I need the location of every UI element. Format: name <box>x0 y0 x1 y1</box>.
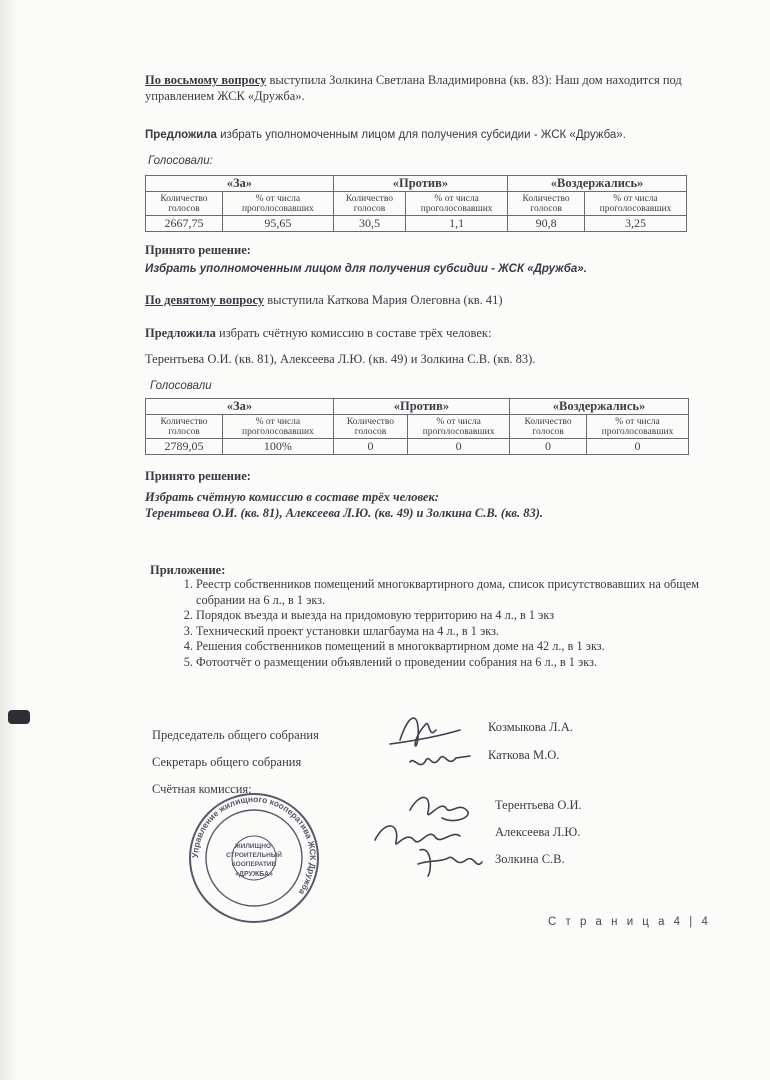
q9-col-percent: % от числа проголосовавших <box>587 415 689 439</box>
q9-speaker-paragraph <box>145 292 705 308</box>
q9-header-against: «Против» <box>333 399 509 415</box>
commission-name: Алексеева Л.Ю. <box>495 825 581 839</box>
q9-abstain-percent: 0 <box>587 439 689 455</box>
q8-col-count: Количество голосов <box>508 192 585 216</box>
q8-header-for: «За» <box>146 176 334 192</box>
q9-for-count: 2789,05 <box>146 439 223 455</box>
q8-abstain-percent: 3,25 <box>585 216 687 232</box>
binder-hole-mark <box>8 710 30 724</box>
q8-vote-table <box>145 175 687 232</box>
appendix-list <box>150 577 741 670</box>
page-footer: С т р а н и ц а 4 | 4 <box>548 916 711 928</box>
q9-header-abstain: «Воздержались» <box>510 399 689 415</box>
q9-voted-label: Голосовали <box>150 380 212 392</box>
q8-col-percent: % от числа проголосовавших <box>406 192 508 216</box>
q8-header-abstain: «Воздержались» <box>508 176 687 192</box>
svg-text:ЖИЛИЩНО-: ЖИЛИЩНО- <box>234 843 274 850</box>
q9-header-for: «За» <box>146 399 334 415</box>
secretary-label: Секретарь общего собрания <box>152 755 302 769</box>
q9-abstain-count: 0 <box>510 439 587 455</box>
q8-header-against: «Против» <box>333 176 507 192</box>
q8-speaker-paragraph <box>145 72 705 104</box>
q8-proposed-text: избрать уполномоченным лицом для получения субсидии - ЖСК «Дружба». <box>216 129 626 141</box>
q9-heading: По девятому вопросу <box>145 293 265 307</box>
commission-name: Терентьева О.И. <box>495 798 582 812</box>
q9-speaker-text: выступила Каткова Мария Олеговна (кв. 41) <box>264 293 503 307</box>
appendix-item: 5. Фотоотчёт о размещении объявлений о проведении собрания на 6 л., в 1 экз. <box>196 655 741 671</box>
secretary-signature <box>410 756 470 765</box>
svg-text:«ДРУЖБА»: «ДРУЖБА» <box>235 871 273 878</box>
appendix-title: Приложение: <box>150 563 226 577</box>
q8-col-count: Количество голосов <box>333 192 405 216</box>
q9-col-count: Количество голосов <box>146 415 223 439</box>
q8-for-percent: 95,65 <box>222 216 333 232</box>
q9-vote-table <box>145 398 689 455</box>
q8-against-count: 30,5 <box>333 216 405 232</box>
q9-proposal <box>145 325 705 341</box>
q9-col-percent: % от числа проголосовавших <box>408 415 510 439</box>
commission-name: Золкина С.В. <box>495 852 565 866</box>
paper-edge-shadow <box>0 0 18 1080</box>
q8-decision-text: Избрать уполномоченным лицом для получения субсидии - ЖСК «Дружба». <box>145 263 587 275</box>
svg-text:КООПЕРАТИВ: КООПЕРАТИВ <box>231 861 277 868</box>
chair-signature <box>390 718 460 746</box>
commission-signature-1 <box>410 797 468 820</box>
organization-seal <box>186 790 322 926</box>
appendix-item: 2. Порядок въезда и выезда на придомовую территорию на 4 л., в 1 экз <box>196 608 741 624</box>
q8-for-count: 2667,75 <box>146 216 223 232</box>
q8-col-percent: % от числа проголосовавших <box>222 192 333 216</box>
appendix-item: 4. Решения собственников помещений в многоквартирном доме на 42 л., в 1 экз. <box>196 639 741 655</box>
q8-heading: По восьмому вопросу <box>145 73 267 87</box>
q8-proposal <box>145 129 705 141</box>
q9-col-percent: % от числа проголосовавших <box>222 415 333 439</box>
handwritten-signatures <box>370 700 510 900</box>
q8-col-percent: % от числа проголосовавших <box>585 192 687 216</box>
q8-col-count: Количество голосов <box>146 192 223 216</box>
q8-abstain-count: 90,8 <box>508 216 585 232</box>
q9-against-percent: 0 <box>408 439 510 455</box>
appendix-item: 3. Технический проект установки шлагбаума на 4 л., в 1 экз. <box>196 624 741 640</box>
q9-decision-line1: Избрать счётную комиссию в составе трёх человек: <box>145 490 439 504</box>
chair-name: Козмыкова Л.А. <box>488 720 573 734</box>
q8-decision-label: Принято решение: <box>145 243 251 257</box>
svg-text:СТРОИТЕЛЬНЫЙ: СТРОИТЕЛЬНЫЙ <box>226 852 282 859</box>
q9-proposed-label: Предложила <box>145 326 216 340</box>
q8-voted-label: Голосовали: <box>148 155 213 167</box>
chair-label: Председатель общего собрания <box>152 728 319 742</box>
commission-label: Счётная комиссия: <box>152 782 252 796</box>
q8-speaker-text: выступила Золкина Светлана Владимировна (кв. 83): Наш дом находится под управлением ЖСК «Дружба». <box>145 73 682 103</box>
q9-members: Терентьева О.И. (кв. 81), Алексеева Л.Ю. (кв. 49) и Золкина С.В. (кв. 83). <box>145 352 536 366</box>
q9-decision-label: Принято решение: <box>145 469 251 483</box>
appendix-item: 1. Реестр собственников помещений многоквартирного дома, список присутствовавших на общем собрании на 6 л., в 1 экз. <box>196 577 741 608</box>
commission-signature-3 <box>418 850 482 876</box>
q9-col-count: Количество голосов <box>333 415 407 439</box>
q9-col-count: Количество голосов <box>510 415 587 439</box>
q8-against-percent: 1,1 <box>406 216 508 232</box>
q9-against-count: 0 <box>333 439 407 455</box>
q8-proposed-label: Предложила <box>145 129 217 141</box>
secretary-name: Каткова М.О. <box>488 748 560 762</box>
q9-decision-line2: Терентьева О.И. (кв. 81), Алексеева Л.Ю. (кв. 49) и Золкина С.В. (кв. 83). <box>145 506 544 520</box>
q9-for-percent: 100% <box>222 439 333 455</box>
q9-proposed-text: избрать счётную комиссию в составе трёх человек: <box>215 326 492 340</box>
svg-text:Управление жилищного кооперати: Управление жилищного кооператива ЖСК Дружба <box>189 793 319 897</box>
commission-signature-2 <box>375 826 460 844</box>
